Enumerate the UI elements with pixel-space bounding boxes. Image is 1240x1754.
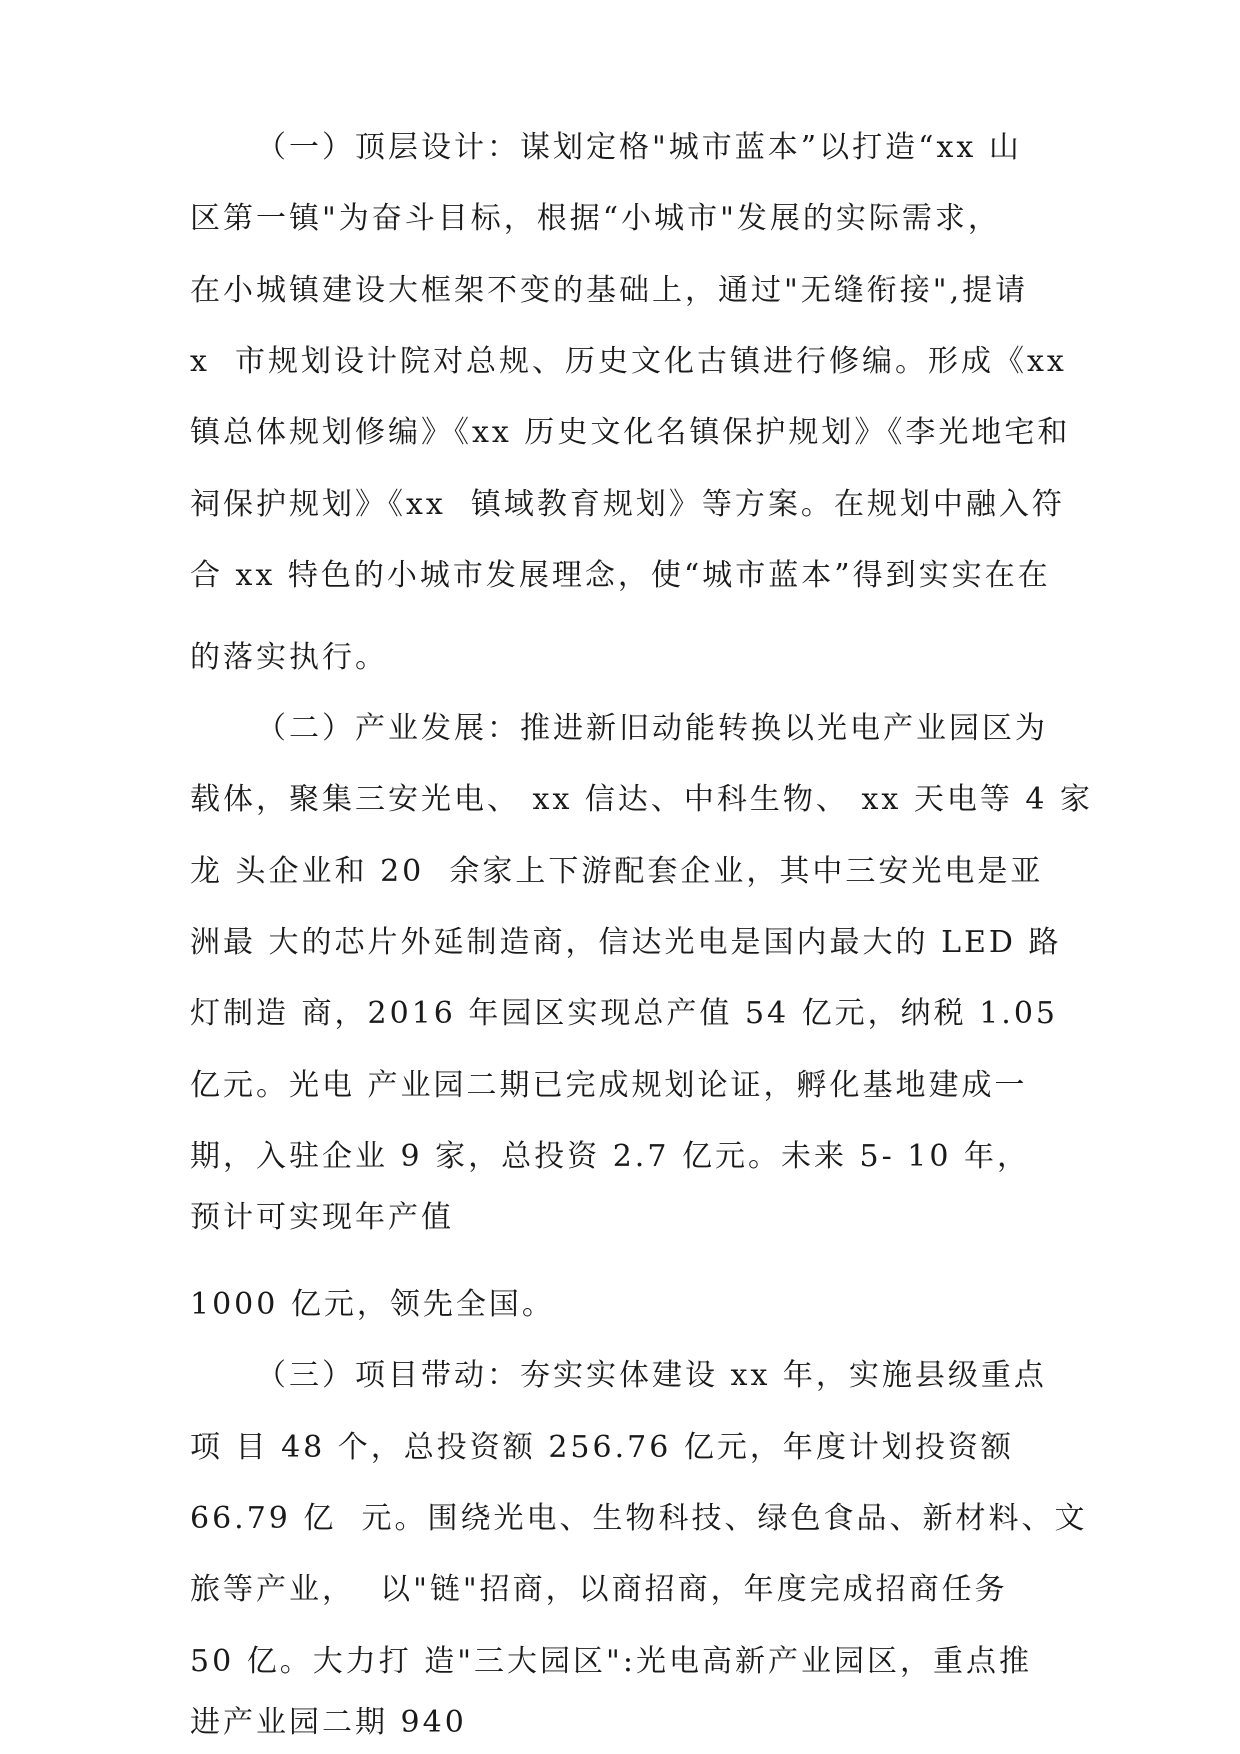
text-line: 合 xx 特色的小城市发展理念，使“城市蓝本”得到实实在在 — [190, 558, 1051, 593]
text-line: 亿元。光电 产业园二期已完成规划论证，孵化基地建成一 — [190, 1068, 1028, 1103]
text-line: （三）项目带动：夯实实体建设 xx 年，实施县级重点 — [256, 1358, 1047, 1393]
text-line: （二）产业发展：推进新旧动能转换以光电产业园区为 — [256, 711, 1048, 746]
text-line: 进产业园二期 940 — [190, 1705, 467, 1740]
text-line: 祠保护规划》《xx 镇域教育规划》等方案。在规划中融入符 — [190, 487, 1065, 522]
text-line: 镇总体规划修编》《xx 历史文化名镇保护规划》《李光地宅和 — [190, 415, 1071, 450]
text-line: 的落实执行。 — [190, 640, 388, 675]
text-line: 载体，聚集三安光电、 xx 信达、中科生物、 xx 天电等 4 家 — [190, 782, 1093, 817]
text-line: 预计可实现年产值 — [190, 1200, 454, 1235]
text-line: 龙 头企业和 20 余家上下游配套企业，其中三安光电是亚 — [190, 854, 1044, 889]
text-line: 洲最 大的芯片外延制造商，信达光电是国内最大的 LED 路 — [190, 925, 1062, 960]
text-line: 项 目 48 个，总投资额 256.76 亿元，年度计划投资额 — [190, 1430, 1014, 1465]
text-line: 50 亿。大力打 造"三大园区":光电高新产业园区，重点推 — [190, 1644, 1032, 1679]
text-line: 在小城镇建设大框架不变的基础上，通过"无缝衔接",提请 — [190, 273, 1029, 308]
text-line: x 市规划设计院对总规、历史文化古镇进行修编。形成《xx — [190, 344, 1067, 379]
text-line: 期，入驻企业 9 家，总投资 2.7 亿元。未来 5- 10 年， — [190, 1139, 1030, 1174]
text-line: 1000 亿元，领先全国。 — [190, 1287, 555, 1322]
text-line: 旅等产业， 以"链"招商，以商招商，年度完成招商任务 — [190, 1572, 1008, 1607]
text-line: 66.79 亿 元。围绕光电、生物科技、绿色食品、新材料、文 — [190, 1501, 1088, 1536]
text-line: 区第一镇"为奋斗目标，根据“小城市"发展的实际需求， — [190, 201, 1001, 236]
text-line: （一）顶层设计：谋划定格"城市蓝本”以打造“xx 山 — [256, 130, 1022, 165]
text-line: 灯制造 商，2016 年园区实现总产值 54 亿元，纳税 1.05 — [190, 996, 1058, 1031]
